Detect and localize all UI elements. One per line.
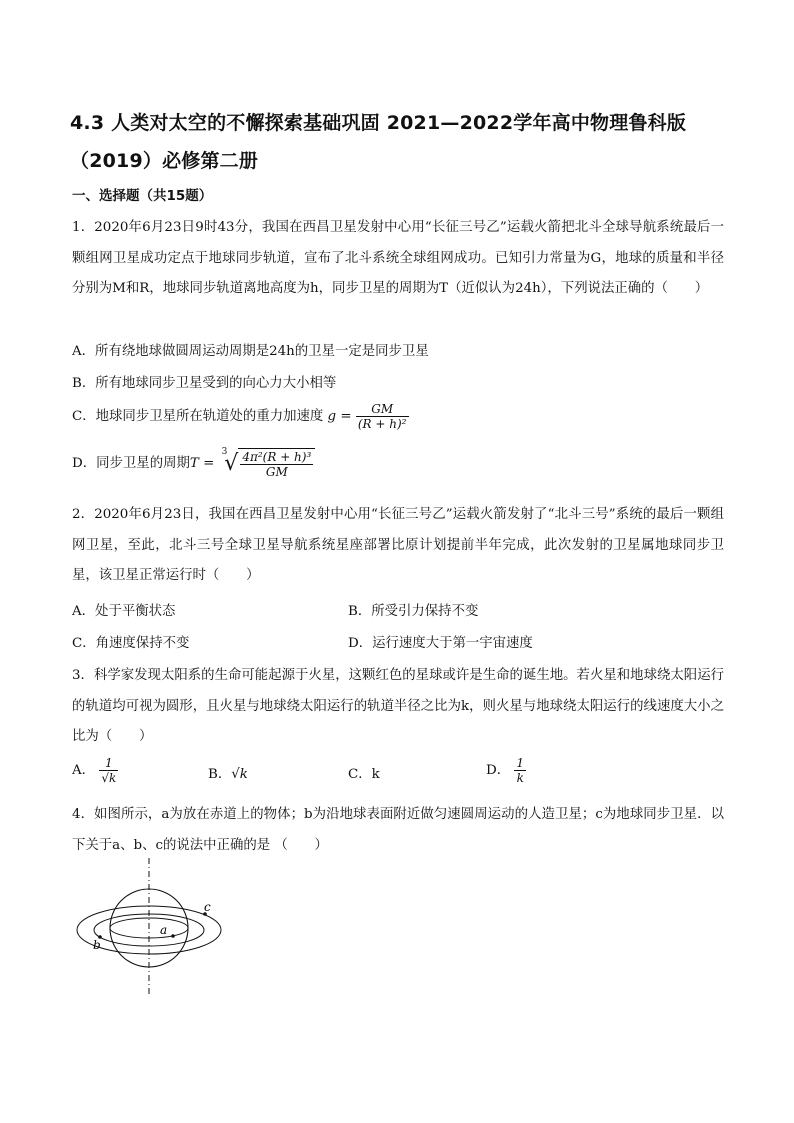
question-1-option-b[interactable]: B．所有地球同步卫星受到的向心力大小相等	[72, 376, 337, 391]
question-1-option-c-text: C．地球同步卫星所在轨道处的重力加速度	[72, 409, 324, 424]
fraction-denominator: k	[516, 771, 524, 785]
label-c: c	[204, 900, 211, 914]
formula-fraction	[514, 756, 526, 785]
question-2-stem: 2．2020年6月23日，我国在西昌卫星发射中心用“长征三号乙”运载火箭发射了“北斗三号”系统的最后一颗组网卫星，至此，北斗三号全球卫星导航系统星座部署比原计划提前半年完成，此次发射的卫星属地球同步卫星，该卫星正常运行时（ ）	[72, 507, 724, 583]
fraction-numerator: 1	[99, 756, 118, 771]
radical-sign-icon: √	[224, 451, 239, 476]
question-3-option-a[interactable]	[72, 756, 118, 785]
question-3-option-c[interactable]: C．k	[348, 767, 380, 782]
question-1-option-c[interactable]	[72, 402, 409, 431]
fraction-numerator: 1	[516, 756, 525, 770]
fraction-numerator: GM	[356, 402, 409, 417]
root-index: 3	[221, 446, 228, 457]
formula-fraction	[356, 402, 409, 431]
formula-lhs: g =	[327, 409, 352, 424]
label-b: b	[93, 938, 101, 952]
formula-fraction	[240, 450, 313, 479]
label-a: a	[160, 923, 168, 937]
question-1-option-d[interactable]	[72, 448, 315, 479]
option-value: √k	[231, 767, 248, 782]
question-3-stem: 3．科学家发现太阳系的生命可能起源于火星，这颗红色的星球或许是生命的诞生地。若火星和地球绕太阳运行的轨道均可视为圆形，且火星与地球绕太阳运行的轨道半径之比为k，则火星与地球绕太阳运行的线速度大小之比为（ ）	[72, 668, 724, 744]
question-2-option-b[interactable]: B．所受引力保持不变	[348, 604, 479, 619]
question-1-option-a[interactable]: A．所有绕地球做圆周运动周期是24h的卫星一定是同步卫星	[72, 344, 429, 359]
question-2-option-a[interactable]: A．处于平衡状态	[72, 604, 176, 619]
fraction-denominator: GM	[265, 465, 288, 479]
formula-lhs: T =	[189, 456, 215, 471]
question-1-option-d-text: D．同步卫星的周期	[72, 456, 190, 471]
question-3-option-b[interactable]	[208, 763, 248, 782]
question-2-option-c[interactable]: C．角速度保持不变	[72, 636, 190, 651]
section-heading: 一、选择题（共15题）	[72, 188, 213, 204]
option-label: D．	[486, 763, 511, 778]
question-2-option-d[interactable]: D．运行速度大于第一宇宙速度	[348, 636, 533, 651]
question-3-option-d[interactable]	[486, 756, 526, 785]
question-4-stem: 4．如图所示，a为放在赤道上的物体；b为沿地球表面附近做匀速圆周运动的人造卫星；c为地球同步卫星．以下关于a、b、c的说法中正确的是 （ ）	[72, 807, 724, 853]
option-label: B．	[208, 767, 232, 782]
formula-fraction	[99, 756, 118, 785]
orbit-diagram	[76, 858, 246, 994]
option-label: A．	[72, 763, 96, 778]
page-title: 4.3 人类对太空的不懈探索基础巩固 2021—2022学年高中物理鲁科版（2019）必修第二册	[70, 112, 687, 172]
fraction-denominator: √k	[101, 771, 117, 785]
fraction-denominator: (R + h)²	[357, 417, 407, 431]
question-1-stem: 1．2020年6月23日9时43分，我国在西昌卫星发射中心用“长征三号乙”运载火箭把北斗全球导航系统最后一颗组网卫星成功定点于地球同步轨道，宣布了北斗系统全球组网成功。已知引力常量为G，地球的质量和半径分别为M和R，地球同步轨道离地高度为h，同步卫星的周期为T（近似认为24h），下列说法正确的（ ）	[72, 220, 724, 296]
cube-root	[219, 448, 316, 479]
fraction-numerator: 4π²(R + h)³	[242, 450, 312, 464]
point-a	[171, 934, 175, 938]
